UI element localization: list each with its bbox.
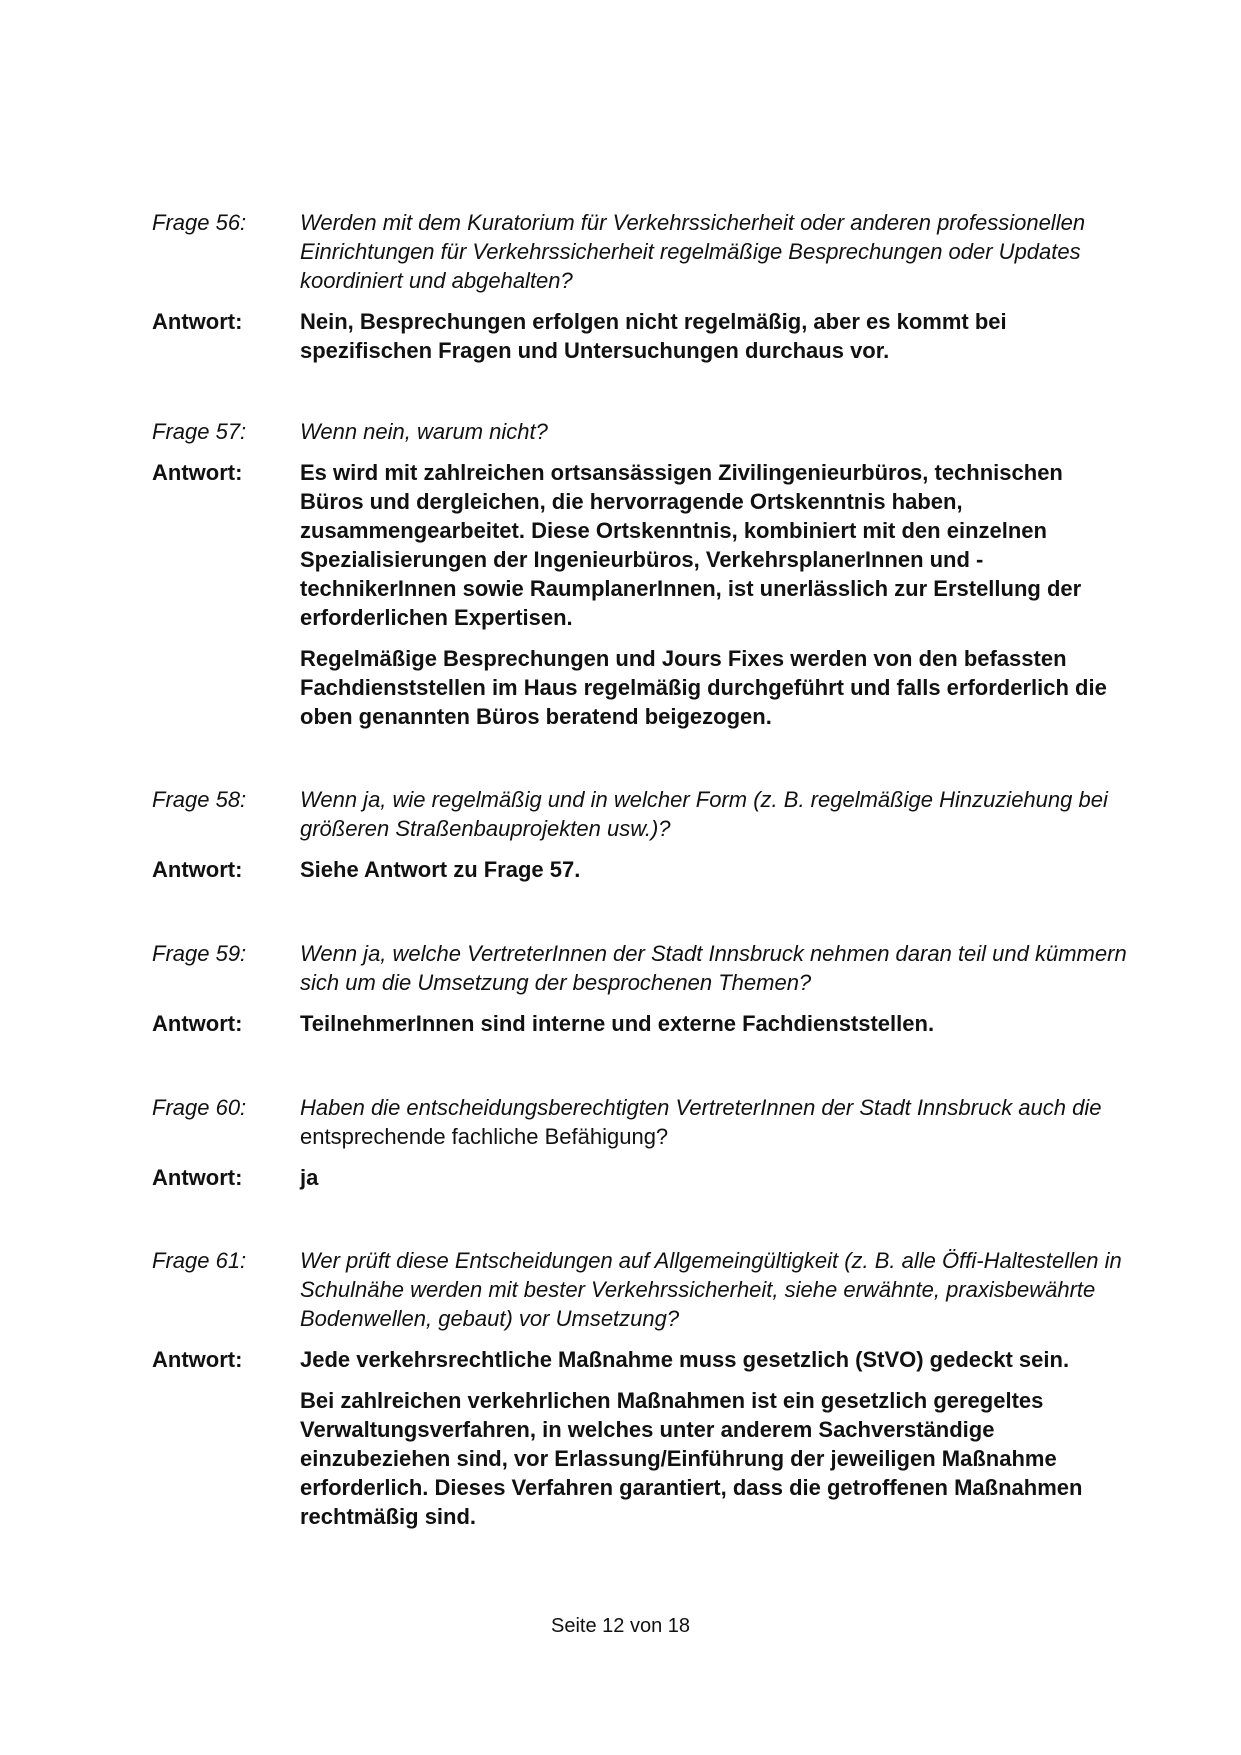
question-text: Wenn ja, welche VertreterInnen der Stadt Innsbruck nehmen daran teil und kümmern sich um die Umsetzung der besprochenen Themen? bbox=[300, 941, 1127, 995]
answer-label: Antwort: bbox=[152, 309, 243, 334]
question-label: Frage 56: bbox=[152, 210, 247, 235]
answer-label: Antwort: bbox=[152, 1011, 243, 1036]
question-row bbox=[152, 939, 1132, 997]
answer-label: Antwort: bbox=[152, 460, 243, 485]
question-text: Wenn nein, warum nicht? bbox=[300, 419, 548, 444]
answer-paragraph: Es wird mit zahlreichen ortsansässigen Zivilingenieurbüros, technischen Büros und dergleichen, die hervorragende Ortskenntnis haben, zusammengearbeitet. Diese Ortskenntnis, kombiniert mit den einzelnen Spezialisierungen der Ingenieurbüros, VerkehrsplanerInnen und -technikerInnen sowie RaumplanerInnen, ist unerlässlich zur Erstellung der erforderlichen Expertisen. bbox=[300, 460, 1082, 630]
answer-text-block bbox=[300, 458, 1132, 731]
answer-label: Antwort: bbox=[152, 1165, 243, 1190]
answer-text-block bbox=[300, 1345, 1132, 1531]
page-number-footer: Seite 12 von 18 bbox=[551, 1615, 690, 1637]
answer-row bbox=[152, 458, 1132, 731]
qa-block-60 bbox=[152, 1093, 1132, 1192]
answer-paragraph-2: Regelmäßige Besprechungen und Jours Fixes werden von den befassten Fachdienststellen im Haus regelmäßig durchgeführt und falls erforderlich die oben genannten Büros beratend beigezogen. bbox=[300, 646, 1107, 729]
question-row bbox=[152, 417, 1132, 446]
question-row bbox=[152, 1093, 1132, 1151]
question-label: Frage 61: bbox=[152, 1248, 247, 1273]
question-text: Wer prüft diese Entscheidungen auf Allgemeingültigkeit (z. B. alle Öffi-Haltestellen in Schulnähe werden mit bester Verkehrssicherheit, siehe erwähnte, praxisbewährte Bodenwellen, gebaut) vor Umsetzung? bbox=[300, 1248, 1122, 1331]
answer-row bbox=[152, 307, 1132, 365]
answer-label: Antwort: bbox=[152, 1347, 243, 1372]
question-row bbox=[152, 785, 1132, 843]
answer-label: Antwort: bbox=[152, 857, 243, 882]
question-text-italic: Haben die entscheidungsberechtigten VertreterInnen der Stadt Innsbruck auch die bbox=[300, 1095, 1102, 1120]
qa-block-61 bbox=[152, 1246, 1132, 1531]
answer-text: ja bbox=[300, 1165, 319, 1190]
question-label: Frage 58: bbox=[152, 787, 247, 812]
question-text-upright: entsprechende fachliche Befähigung? bbox=[300, 1124, 669, 1149]
answer-row bbox=[152, 1163, 1132, 1192]
qa-block-59 bbox=[152, 939, 1132, 1038]
question-row bbox=[152, 208, 1132, 295]
answer-paragraph-2: Bei zahlreichen verkehrlichen Maßnahmen ist ein gesetzlich geregeltes Verwaltungsverfahren, in welches unter anderem Sachverständige einzubeziehen sind, vor Erlassung/Einführung der jeweiligen Maßnahme erforderlich. Dieses Verfahren garantiert, dass die getroffenen Maßnahmen rechtmäßig sind. bbox=[300, 1388, 1083, 1529]
answer-row bbox=[152, 1009, 1132, 1038]
question-row bbox=[152, 1246, 1132, 1333]
question-label: Frage 60: bbox=[152, 1095, 247, 1120]
question-label: Frage 57: bbox=[152, 419, 247, 444]
qa-block-57 bbox=[152, 417, 1132, 731]
question-text: Wenn ja, wie regelmäßig und in welcher Form (z. B. regelmäßige Hinzuziehung bei größeren Straßenbauprojekten usw.)? bbox=[300, 787, 1108, 841]
answer-paragraph: Jede verkehrsrechtliche Maßnahme muss gesetzlich (StVO) gedeckt sein. bbox=[300, 1347, 1070, 1372]
question-text bbox=[300, 1093, 1132, 1151]
answer-text: TeilnehmerInnen sind interne und externe Fachdienststellen. bbox=[300, 1011, 935, 1036]
question-label: Frage 59: bbox=[152, 941, 247, 966]
qa-block-58 bbox=[152, 785, 1132, 884]
answer-text: Nein, Besprechungen erfolgen nicht regelmäßig, aber es kommt bei spezifischen Fragen und Untersuchungen durchaus vor. bbox=[300, 309, 1007, 363]
answer-text: Siehe Antwort zu Frage 57. bbox=[300, 857, 581, 882]
answer-row bbox=[152, 1345, 1132, 1531]
qa-block-56 bbox=[152, 208, 1132, 365]
question-text: Werden mit dem Kuratorium für Verkehrssicherheit oder anderen professionellen Einrichtungen für Verkehrssicherheit regelmäßige Besprechungen oder Updates koordiniert und abgehalten? bbox=[300, 210, 1086, 293]
answer-row bbox=[152, 855, 1132, 884]
